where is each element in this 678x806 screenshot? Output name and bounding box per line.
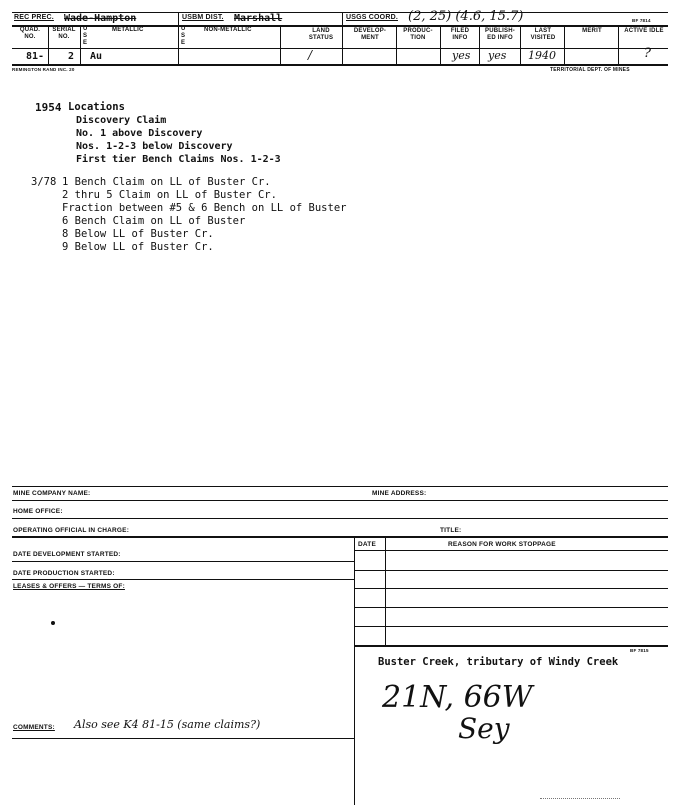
serial-label: SERIAL NO. [52,27,76,40]
published-info-label: PUBLISH-ED INFO [485,28,515,41]
list-item: 1 Bench Claim on LL of Buster Cr. [62,176,271,188]
filed-info-value: yes [452,49,471,62]
merit-label: MERIT [582,28,602,34]
handwritten-note: Sey [458,712,510,745]
usbm-dist-label: USBM DIST. [182,14,224,21]
reason-column-label: REASON FOR WORK STOPPAGE [448,541,556,548]
development-label: DEVELOP-MENT [353,28,387,41]
usbm-dist-value: Marshall [234,13,283,24]
last-visited-value: 1940 [528,49,556,62]
list-item: Discovery Claim [76,115,167,126]
active-idle-label: ACTIVE IDLE [624,28,664,34]
entry-date: 3/78 [31,176,57,188]
use-letters-nonmetallic: U S E [181,26,186,46]
last-visited-label: LAST VISITED [530,28,556,41]
printer-imprint: REMINGTON RAND INC. 20 [12,67,75,72]
rec-prec-label: REC PREC. [14,14,54,21]
leases-label: LEASES & OFFERS — TERMS OF: [13,583,125,590]
usgs-coord-label: USGS COORD. [346,14,398,21]
date-production-label: DATE PRODUCTION STARTED: [13,570,115,577]
locations-list [76,115,281,167]
land-status-value: / [308,48,313,62]
list-item: Fraction between #5 & 6 Bench on LL of Buster [62,202,347,214]
creek-note: Buster Creek, tributary of Windy Creek [378,656,619,668]
locations-year: 1954 [35,101,62,114]
active-idle-value: ? [644,46,651,61]
list-item: 8 Below LL of Buster Cr. [62,228,214,240]
production-label: PRODUC-TION [403,28,433,41]
metallic-label: METALLIC [112,27,144,33]
date-development-label: DATE DEVELOPMENT STARTED: [13,551,121,558]
nonmetallic-label: NON-METALLIC [204,27,252,33]
list-item: Nos. 1-2-3 below Discovery [76,141,233,152]
published-info-value: yes [488,49,507,62]
list-item: 2 thru 5 Claim on LL of Buster Cr. [62,189,277,201]
quad-value: 81- [26,51,45,62]
date-column-label: DATE [358,541,377,548]
use-letters-metallic: U S E [83,26,88,46]
header-form [12,9,668,86]
operating-official-label: OPERATING OFFICIAL IN CHARGE: [13,527,130,534]
mine-address-label: MINE ADDRESS: [372,490,427,497]
comments-label: COMMENTS: [13,724,55,731]
list-item: 9 Below LL of Buster Cr. [62,241,214,253]
ink-mark [51,621,55,625]
serial-value: 2 [68,51,75,62]
form-number-top: BF 7814 [632,18,651,23]
list-item: 6 Bench Claim on LL of Buster [62,215,246,227]
comments-value: Also see K4 81-15 (same claims?) [74,718,261,731]
locations-title: Locations [68,101,125,113]
territorial-dept: TERRITORIAL DEPT. OF MINES [550,67,630,73]
metallic-value: Au [90,51,103,62]
filed-info-label: FILED INFO [450,28,470,41]
title-label: TITLE: [440,527,462,534]
home-office-label: HOME OFFICE: [13,508,63,515]
quad-label: QUAD. NO. [19,27,41,40]
list-item: No. 1 above Discovery [76,128,203,139]
list-item: First tier Bench Claims Nos. 1-2-3 [76,154,281,165]
handwritten-location: 21N, 66W [382,680,533,715]
mine-company-label: MINE COMPANY NAME: [13,490,91,497]
usgs-coord-value: (2, 25) (4.6, 15.7) [408,9,524,24]
rec-prec-value: Wade-Hampton [64,13,137,24]
land-status-label: LAND STATUS [308,28,334,41]
claims-list [62,176,346,254]
form-number-mid: BF 7815 [630,648,649,653]
